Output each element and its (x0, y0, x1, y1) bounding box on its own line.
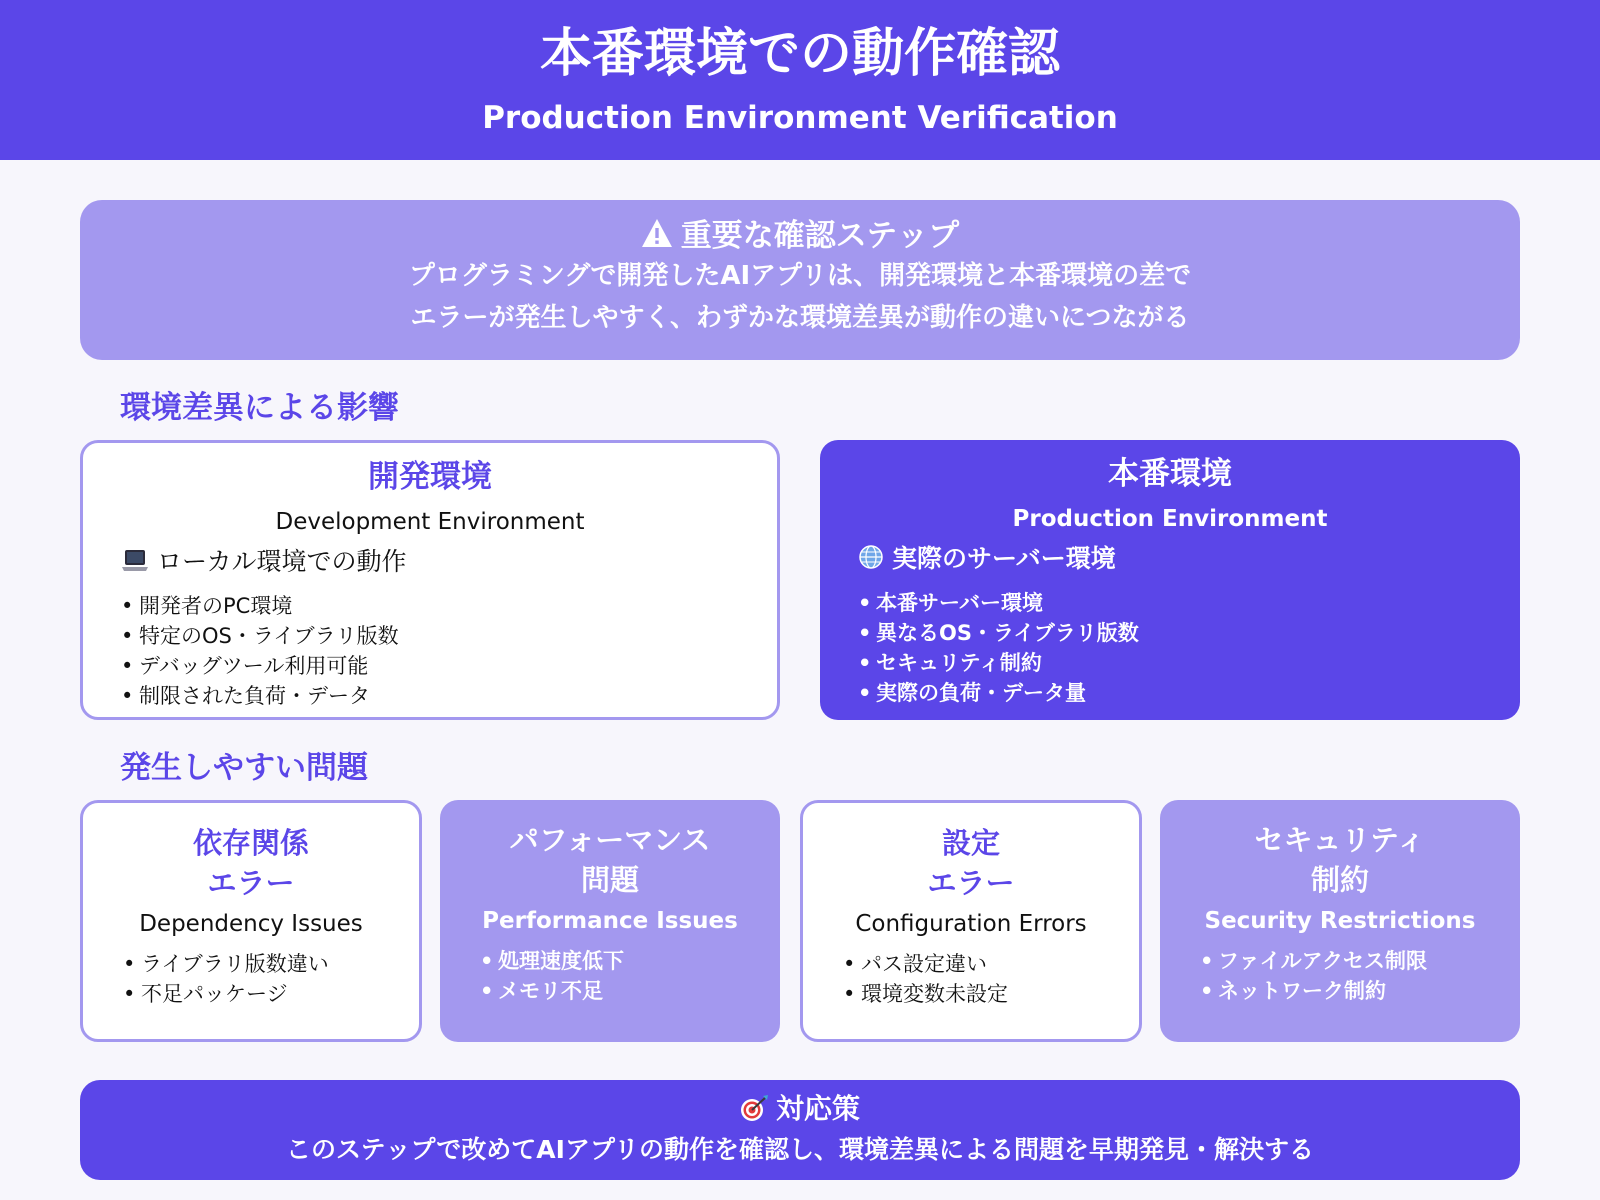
list-item: • 環境変数未設定 (843, 979, 1008, 1009)
issue-title (83, 823, 419, 903)
issue-english-title: Security Restrictions (1204, 908, 1476, 934)
issue-item-list (480, 946, 624, 1006)
issue-title (1160, 820, 1520, 900)
prod-environment-card (820, 440, 1520, 720)
list-item: • 不足パッケージ (123, 979, 329, 1009)
issue-english-title: Configuration Errors (855, 911, 1087, 937)
page-title: 本番環境での動作確認 (539, 24, 1060, 84)
card-english-title: Development Environment (275, 509, 585, 535)
dev-environment-card (80, 440, 780, 720)
list-item: • セキュリティ制約 (858, 648, 1139, 678)
dev-item-list (121, 591, 399, 711)
issue-card-performance (440, 800, 780, 1042)
list-item: • 制限された負荷・データ (121, 681, 399, 711)
issue-title (803, 823, 1139, 903)
list-item: • ネットワーク制約 (1200, 976, 1427, 1006)
issue-title-line: パフォーマンス (509, 823, 711, 857)
issue-title-line: 依存関係 (192, 826, 309, 860)
issue-item-list (843, 949, 1008, 1009)
page-subtitle: Production Environment Verification (482, 100, 1118, 136)
issue-english-title: Dependency Issues (139, 911, 363, 937)
issue-card-dependency (80, 800, 422, 1042)
card-english-title: Production Environment (1012, 506, 1328, 532)
list-item: • メモリ不足 (480, 976, 624, 1006)
prod-item-list (858, 588, 1139, 708)
list-item: • 開発者のPC環境 (121, 591, 399, 621)
issue-card-security (1160, 800, 1520, 1042)
alert-box (80, 200, 1520, 360)
list-item: • 特定のOS・ライブラリ版数 (121, 621, 399, 651)
alert-title-row (80, 216, 1520, 258)
list-item: • 異なるOS・ライブラリ版数 (858, 618, 1139, 648)
issue-item-list (123, 949, 329, 1009)
card-subtitle: ローカル環境での動作 (157, 547, 407, 576)
issue-english-title: Performance Issues (482, 908, 738, 934)
list-item: • 実際の負荷・データ量 (858, 678, 1139, 708)
list-item: • パス設定違い (843, 949, 1008, 979)
list-item: • デバッグツール利用可能 (121, 651, 399, 681)
issue-title-line: 設定 (941, 826, 1000, 860)
laptop-icon (121, 547, 149, 582)
section-heading-impact: 環境差異による影響 (120, 390, 399, 426)
target-icon (740, 1094, 770, 1132)
list-item: • ライブラリ版数違い (123, 949, 329, 979)
solution-title-row (80, 1090, 1520, 1132)
globe-icon (858, 544, 884, 579)
issue-title-line: セキュリティ (1254, 823, 1426, 857)
section-heading-issues: 発生しやすい問題 (120, 750, 368, 786)
header-banner (0, 0, 1600, 160)
issue-title-line: 制約 (1310, 863, 1369, 897)
solution-box (80, 1080, 1520, 1180)
card-title: 開発環境 (368, 459, 492, 495)
issue-title-line: エラー (927, 866, 1015, 900)
card-subtitle: 実際のサーバー環境 (892, 544, 1116, 573)
list-item: • 本番サーバー環境 (858, 588, 1139, 618)
issue-title-line: エラー (207, 866, 295, 900)
solution-text: このステップで改めてAIアプリの動作を確認し、環境差異による問題を早期発見・解決する (286, 1135, 1314, 1164)
issue-title (440, 820, 780, 900)
warning-icon (641, 218, 673, 258)
issue-title-line: 問題 (580, 863, 639, 897)
card-title: 本番環境 (1108, 456, 1232, 492)
alert-line: エラーが発生しやすく、わずかな環境差異が動作の違いにつながる (410, 303, 1190, 333)
alert-title: 重要な確認ステップ (680, 218, 960, 254)
list-item: • ファイルアクセス制限 (1200, 946, 1427, 976)
alert-line: プログラミングで開発したAIアプリは、開発環境と本番環境の差で (408, 261, 1192, 291)
card-subtitle-row (858, 542, 1116, 579)
card-subtitle-row (121, 545, 407, 582)
list-item: • 処理速度低下 (480, 946, 624, 976)
solution-title: 対応策 (775, 1092, 860, 1125)
issue-card-configuration (800, 800, 1142, 1042)
issue-item-list (1200, 946, 1427, 1006)
